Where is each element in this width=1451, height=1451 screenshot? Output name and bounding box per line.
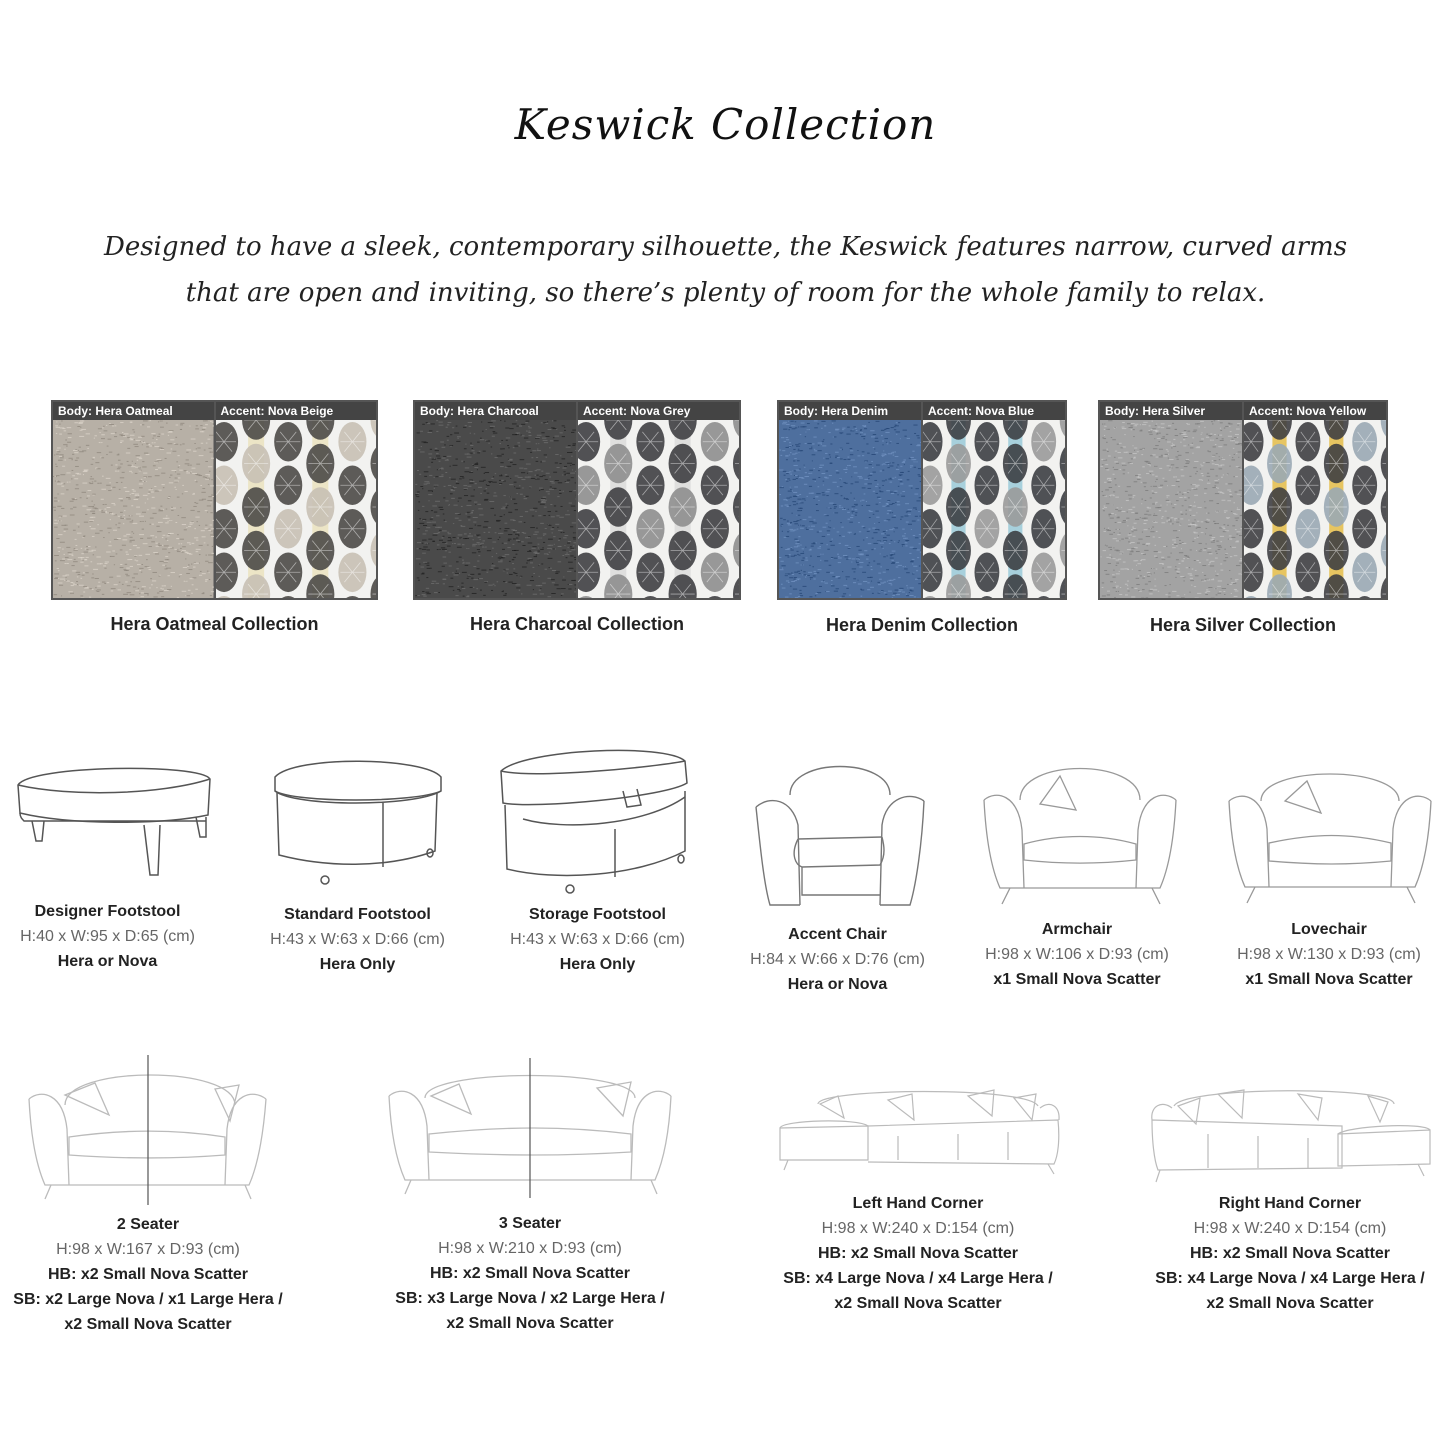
- lovechair-drawing: [1225, 765, 1435, 905]
- product-fabric-option: Hera Only: [319, 956, 396, 973]
- product-dimensions: H:98 x W:106 x D:93 (cm): [985, 946, 1169, 963]
- body-fabric-label: Body: Hera Denim: [779, 402, 921, 420]
- body-fabric-label: Body: Hera Charcoal: [415, 402, 576, 420]
- three-seater-drawing: [385, 1058, 675, 1198]
- product-fabric-option: Hera Only: [559, 956, 636, 973]
- product-dimensions: H:98 x W:130 x D:93 (cm): [1237, 946, 1421, 963]
- product-accent-chair: [730, 922, 945, 997]
- swatch-oatmeal: [51, 400, 378, 600]
- swatch-charcoal: [413, 400, 741, 600]
- accent-fabric-swatch: [923, 402, 1065, 598]
- two-seater-drawing: [25, 1055, 270, 1205]
- body-fabric-texture: [1100, 420, 1242, 598]
- accent-fabric-label: Accent: Nova Blue: [923, 402, 1065, 420]
- product-hb-scatter: HB: x2 Small Nova Scatter: [817, 1245, 1019, 1262]
- product-sb-scatter: SB: x2 Large Nova / x1 Large Hera /: [13, 1291, 283, 1308]
- accent-chair-drawing: [750, 755, 930, 915]
- body-fabric-label: Body: Hera Oatmeal: [53, 402, 214, 420]
- designer-footstool-icon: [10, 755, 220, 885]
- product-dimensions: H:43 x W:63 x D:66 (cm): [510, 931, 685, 948]
- product-hb-scatter: HB: x2 Small Nova Scatter: [47, 1266, 249, 1283]
- accent-fabric-label: Accent: Nova Yellow: [1244, 402, 1386, 420]
- accent-fabric-pattern: [216, 420, 377, 598]
- product-sb-scatter: SB: x4 Large Nova / x4 Large Hera /: [1155, 1270, 1425, 1287]
- product-left-hand-corner: [770, 1191, 1066, 1316]
- product-name: Designer Footstool: [34, 903, 181, 920]
- product-scatter-info: x1 Small Nova Scatter: [993, 971, 1161, 988]
- product-two-seater: [0, 1212, 296, 1337]
- body-fabric-label: Body: Hera Silver: [1100, 402, 1242, 420]
- left-hand-corner-icon: [778, 1080, 1063, 1175]
- body-fabric-texture: [53, 420, 214, 598]
- armchair-icon: [980, 760, 1180, 905]
- product-name: Storage Footstool: [529, 906, 666, 923]
- product-designer-footstool: [0, 899, 215, 974]
- product-dimensions: H:98 x W:240 x D:154 (cm): [1193, 1220, 1387, 1237]
- storage-footstool-icon: [495, 745, 695, 895]
- accent-chair-icon: [750, 755, 930, 915]
- body-fabric-swatch: [53, 402, 214, 598]
- product-name: Right Hand Corner: [1218, 1195, 1362, 1212]
- product-sb-scatter-cont: x2 Small Nova Scatter: [834, 1295, 1002, 1312]
- accent-fabric-label: Accent: Nova Grey: [578, 402, 739, 420]
- body-fabric-texture: [779, 420, 921, 598]
- product-name: 3 Seater: [498, 1215, 562, 1232]
- storage-footstool-drawing: [495, 745, 695, 895]
- product-right-hand-corner: [1142, 1191, 1438, 1316]
- accent-fabric-pattern: [578, 420, 739, 598]
- product-lovechair: [1214, 917, 1444, 992]
- right-hand-corner-icon: [1148, 1080, 1433, 1185]
- swatch-silver: [1098, 400, 1388, 600]
- accent-fabric-pattern: [1244, 420, 1386, 598]
- product-dimensions: H:43 x W:63 x D:66 (cm): [270, 931, 445, 948]
- accent-fabric-swatch: [1244, 402, 1386, 598]
- product-sb-scatter: SB: x4 Large Nova / x4 Large Hera /: [783, 1270, 1053, 1287]
- product-name: Lovechair: [1291, 921, 1367, 938]
- product-fabric-option: Hera or Nova: [787, 976, 888, 993]
- product-name: Standard Footstool: [284, 906, 431, 923]
- collection-name: Hera Charcoal Collection: [469, 614, 685, 634]
- three-seater-icon: [385, 1058, 675, 1198]
- body-fabric-swatch: [779, 402, 921, 598]
- product-three-seater: [382, 1211, 678, 1336]
- product-sb-scatter: SB: x3 Large Nova / x2 Large Hera /: [395, 1290, 665, 1307]
- accent-fabric-label: Accent: Nova Beige: [216, 402, 377, 420]
- product-dimensions: H:98 x W:240 x D:154 (cm): [821, 1220, 1015, 1237]
- standard-footstool-drawing: [265, 755, 450, 890]
- product-name: Accent Chair: [788, 926, 887, 943]
- page-title: Keswick Collection: [514, 100, 937, 149]
- collection-name: Hera Silver Collection: [1149, 615, 1337, 635]
- swatch-denim: [777, 400, 1067, 600]
- accent-fabric-swatch: [216, 402, 377, 598]
- collection-name: Hera Denim Collection: [825, 615, 1019, 635]
- designer-footstool-drawing: [10, 755, 220, 885]
- product-name: Left Hand Corner: [852, 1195, 984, 1212]
- accent-fabric-pattern: [923, 420, 1065, 598]
- product-sb-scatter-cont: x2 Small Nova Scatter: [64, 1316, 232, 1333]
- body-fabric-texture: [415, 420, 576, 598]
- product-name: 2 Seater: [116, 1216, 180, 1233]
- body-fabric-swatch: [415, 402, 576, 598]
- product-sb-scatter-cont: x2 Small Nova Scatter: [1206, 1295, 1374, 1312]
- armchair-drawing: [980, 760, 1180, 905]
- product-fabric-option: Hera or Nova: [57, 953, 158, 970]
- lovechair-icon: [1225, 765, 1435, 905]
- product-dimensions: H:40 x W:95 x D:65 (cm): [20, 928, 195, 945]
- product-dimensions: H:98 x W:167 x D:93 (cm): [56, 1241, 240, 1258]
- accent-fabric-swatch: [578, 402, 739, 598]
- product-scatter-info: x1 Small Nova Scatter: [1245, 971, 1413, 988]
- two-seater-icon: [25, 1055, 270, 1205]
- collection-name: Hera Oatmeal Collection: [110, 614, 319, 634]
- product-hb-scatter: HB: x2 Small Nova Scatter: [429, 1265, 631, 1282]
- product-sb-scatter-cont: x2 Small Nova Scatter: [446, 1315, 614, 1332]
- product-dimensions: H:98 x W:210 x D:93 (cm): [438, 1240, 622, 1257]
- product-name: Armchair: [1041, 921, 1113, 938]
- product-standard-footstool: [250, 902, 465, 977]
- body-fabric-swatch: [1100, 402, 1242, 598]
- right-hand-corner-drawing: [1148, 1080, 1433, 1185]
- intro-text: Designed to have a sleek, contemporary silhouette, the Keswick features narrow, curved arms that are open and inviting, so there’s plenty of room for the whole family to relax.: [103, 232, 1348, 308]
- standard-footstool-icon: [265, 755, 450, 890]
- left-hand-corner-drawing: [778, 1080, 1063, 1175]
- product-dimensions: H:84 x W:66 x D:76 (cm): [750, 951, 925, 968]
- product-armchair: [962, 917, 1192, 992]
- product-hb-scatter: HB: x2 Small Nova Scatter: [1189, 1245, 1391, 1262]
- product-storage-footstool: [490, 902, 705, 977]
